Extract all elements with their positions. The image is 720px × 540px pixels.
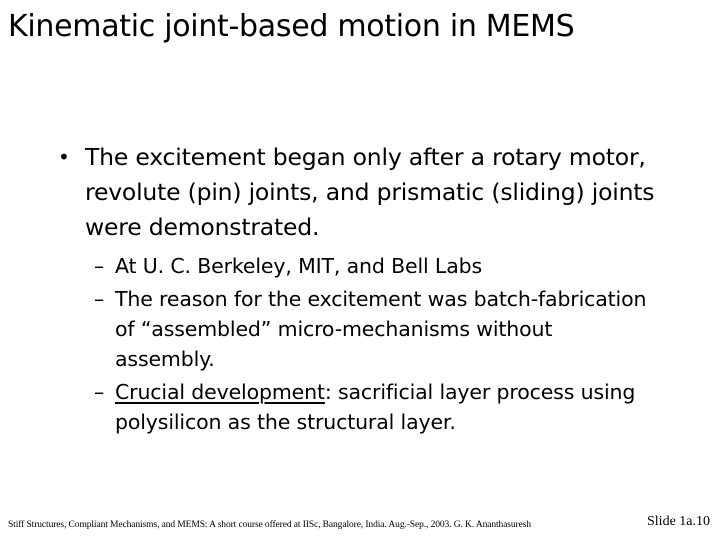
bullet-marker: • [58, 145, 70, 169]
sub-bullet-item [94, 284, 658, 374]
dash-marker: – [94, 254, 105, 278]
dash-marker: – [94, 287, 105, 311]
bullet-text: The excitement began only after a rotary motor, revolute (pin) joints, and prismatic (sliding) joints were demonstrated. [85, 143, 655, 241]
sub-bullet-item [94, 377, 658, 437]
dash-marker: – [94, 380, 105, 404]
sub-bullet-text: At U. C. Berkeley, MIT, and Bell Labs [115, 254, 483, 278]
underlined-phrase: Crucial development [115, 380, 325, 404]
bullet-item [58, 140, 658, 245]
bullet-list [58, 140, 658, 440]
footer-citation: Stiff Structures, Compliant Mechanisms, and MEMS: A short course offered at IISc, Bangalore, India. Aug.-Sep., 2003. G. K. Ananthasuresh [8, 520, 531, 530]
slide-number: Slide 1a.10 [647, 514, 710, 529]
sub-bullet-item [94, 251, 658, 281]
sub-bullet-text: The reason for the excitement was batch-fabrication of “assembled” micro-mechanisms without assembly. [115, 287, 647, 371]
slide-title: Kinematic joint-based motion in MEMS [8, 9, 575, 44]
sub-bullet-list [58, 251, 658, 437]
sub-bullet-text: : sacrificial layer process using polysilicon as the structural layer. [115, 380, 636, 434]
